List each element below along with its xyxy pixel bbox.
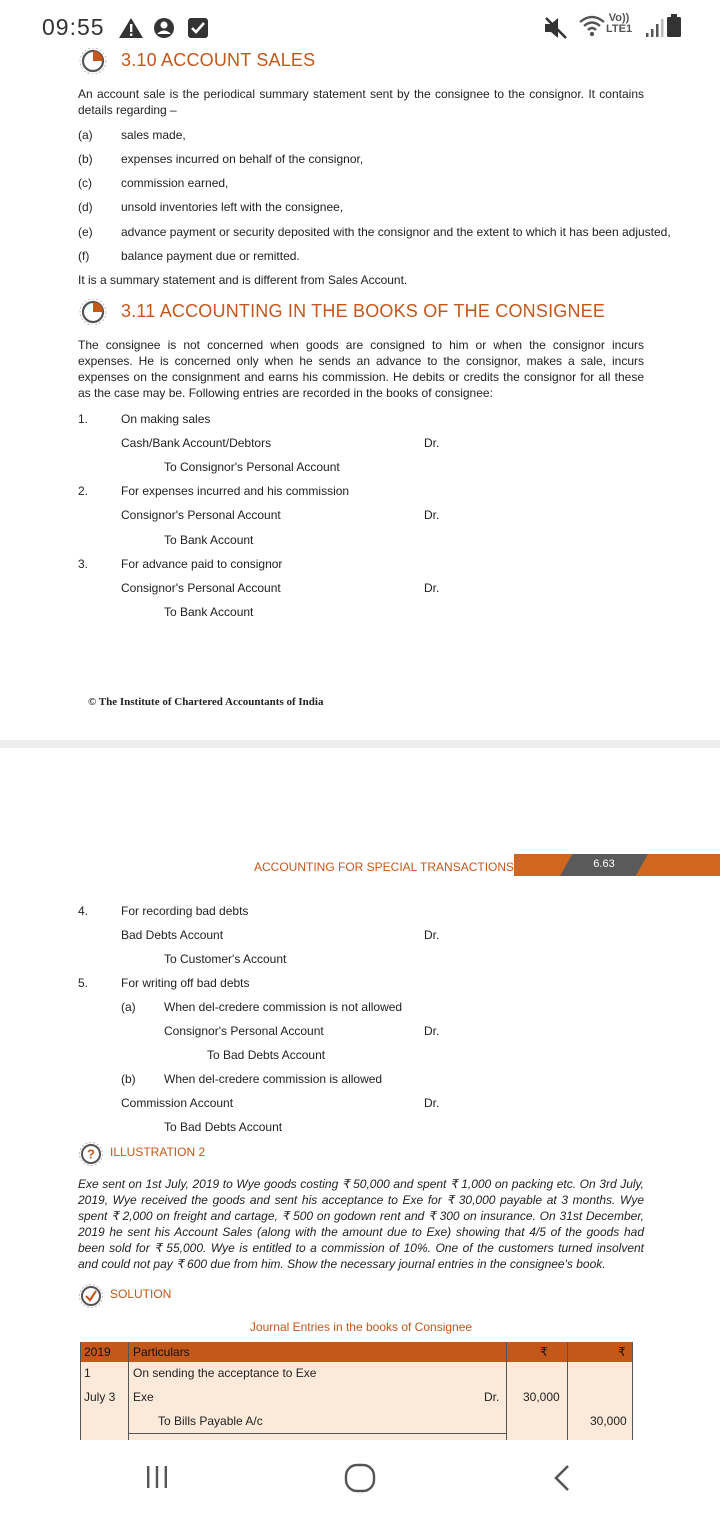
clock-section-icon (78, 48, 108, 74)
page-separator (0, 740, 720, 748)
account-sales-intro: An account sale is the periodical summary statement sent by the consignee to the consignor. It contains details regarding – (78, 87, 644, 117)
list-label: (c) (78, 176, 92, 190)
navigation-bar (0, 1440, 720, 1520)
entry-number: 4. (78, 904, 89, 918)
entry-credit: To Bank Account (164, 533, 254, 547)
entry-title: For advance paid to consignor (121, 557, 283, 571)
check-circle-icon (78, 1284, 106, 1308)
list-label: (f) (78, 249, 90, 263)
table-row (80, 1362, 633, 1442)
row-credit-amount: 30,000 (590, 1414, 627, 1428)
entry-credit: To Bad Debts Account (207, 1048, 326, 1062)
entry-credit: To Bank Account (164, 605, 254, 619)
section-title: 3.11 ACCOUNTING IN THE BOOKS OF THE CONSIGNEE (121, 301, 606, 321)
svg-text:?: ? (87, 1146, 95, 1162)
document-page-1 (0, 40, 720, 740)
check-icon (187, 17, 209, 39)
entry-debit: Cash/Bank Account/Debtors (121, 436, 272, 450)
entry-number: 3. (78, 557, 89, 571)
wifi-icon (579, 14, 605, 38)
list-item: advance payment or security deposited with the consignor and the extent to which it has been adjusted, (121, 225, 671, 239)
table-border (80, 1342, 81, 1442)
warning-icon (118, 17, 144, 39)
entry-debit: Consignor's Personal Account (164, 1024, 324, 1038)
table-border (632, 1342, 633, 1442)
list-item: expenses incurred on behalf of the consignor, (121, 152, 364, 166)
row-date-number: 1 (84, 1366, 91, 1380)
sub-entry-label: (b) (121, 1072, 136, 1086)
sub-entry-label: (a) (121, 1000, 136, 1014)
row-dr: Dr. (484, 1390, 500, 1404)
sub-entry-text: When del-credere commission is not allowed (164, 1000, 403, 1014)
table-border (128, 1342, 129, 1442)
row-debit-account: Exe (133, 1390, 154, 1404)
entry-dr: Dr. (424, 436, 440, 450)
list-label: (e) (78, 225, 93, 239)
header-year: 2019 (84, 1345, 111, 1359)
section-title: 3.10 ACCOUNT SALES (121, 50, 316, 70)
entry-credit: To Consignor's Personal Account (164, 460, 340, 474)
list-item: balance payment due or remitted. (121, 249, 300, 263)
entry-number: 1. (78, 412, 89, 426)
document-page-2 (0, 748, 720, 1520)
recent-apps-icon[interactable] (142, 1462, 172, 1492)
entry-dr: Dr. (424, 928, 440, 942)
back-icon[interactable] (548, 1462, 574, 1494)
table-border (506, 1342, 507, 1442)
row-debit-amount: 30,000 (523, 1390, 560, 1404)
entry-debit: Commission Account (121, 1096, 234, 1110)
volte-bottom: LTE1 (606, 23, 633, 35)
entry-debit: Consignor's Personal Account (121, 581, 281, 595)
journal-table-title: Journal Entries in the books of Consignee (249, 1320, 473, 1334)
row-date: July 3 (84, 1390, 116, 1404)
illustration-title: ILLUSTRATION 2 (110, 1145, 206, 1159)
entry-credit: To Bad Debts Account (164, 1120, 283, 1134)
header-debit-amount: ₹ (540, 1345, 548, 1359)
entry-dr: Dr. (424, 1024, 440, 1038)
volte-top: Vo)) (608, 12, 630, 24)
entry-number: 2. (78, 484, 89, 498)
running-header-title: ACCOUNTING FOR SPECIAL TRANSACTIONS (254, 860, 515, 874)
entry-dr: Dr. (424, 508, 440, 522)
clock-section-icon (78, 299, 108, 325)
list-label: (a) (78, 128, 93, 142)
header-credit-amount: ₹ (618, 1345, 626, 1359)
entry-title: For recording bad debts (121, 904, 249, 918)
home-icon[interactable] (342, 1462, 378, 1494)
copyright-footer: © The Institute of Chartered Accountants of India (88, 696, 324, 708)
list-label: (b) (78, 152, 93, 166)
list-item: commission earned, (121, 176, 229, 190)
list-item: sales made, (121, 128, 186, 142)
entry-credit: To Customer's Account (164, 952, 287, 966)
message-icon (152, 17, 176, 41)
battery-icon (666, 14, 682, 38)
entry-title: For writing off bad debts (121, 976, 250, 990)
row-narration: On sending the acceptance to Exe (133, 1366, 317, 1380)
illustration-text: Exe sent on 1st July, 2019 to Wye goods costing ₹ 50,000 and spent ₹ 1,000 on packing etc. On 3rd July, 2019, Wye received the goods and sent his acceptance to Exe for ₹ 30,000 payable at 3 months. Wye spent ₹ 2,000 on freight and cartage, ₹ 500 on godown rent and ₹ 300 on insurance. On 31st December, 2019 he sent his Account Sales (along with the amount due to Exe) showing that 4/5 of the goods had been sold for ₹ 55,000. Wye is entitled to a commission of 10%. One of the customers turned insolvent and could not pay ₹ 600 due from him. Show the necessary journal entries in the consignee's book. (78, 1177, 644, 1271)
table-border (567, 1342, 568, 1442)
consignee-intro: The consignee is not concerned when goods are consigned to him or when the consignor incurs expenses. He is concerned only when he sends an advance to the consignor, makes a sale, incurs expenses on the consignment and earns his commission. He debits or credits the consignor for all these as the case may be. Following entries are recorded in the books of consignee: (78, 338, 644, 400)
sub-entry-text: When del-credere commission is allowed (164, 1072, 383, 1086)
header-particulars: Particulars (133, 1345, 190, 1359)
account-sales-closing: It is a summary statement and is different from Sales Account. (78, 273, 408, 287)
status-time: 09:55 (42, 14, 105, 40)
list-item: unsold inventories left with the consignee, (121, 200, 344, 214)
list-label: (d) (78, 200, 93, 214)
row-credit-account: To Bills Payable A/c (158, 1414, 263, 1428)
solution-title: SOLUTION (110, 1287, 172, 1301)
entry-dr: Dr. (424, 581, 440, 595)
entry-title: On making sales (121, 412, 211, 426)
table-header-row (80, 1342, 633, 1362)
signal-icon (645, 17, 665, 39)
page-number: 6.63 (593, 858, 615, 870)
mute-icon (543, 17, 569, 39)
entry-dr: Dr. (424, 1096, 440, 1110)
entry-number: 5. (78, 976, 89, 990)
row-divider (128, 1433, 506, 1434)
question-icon (78, 1142, 106, 1166)
entry-title: For expenses incurred and his commission (121, 484, 350, 498)
entry-debit: Bad Debts Account (121, 928, 224, 942)
volte-indicator (606, 13, 632, 35)
entry-debit: Consignor's Personal Account (121, 508, 281, 522)
